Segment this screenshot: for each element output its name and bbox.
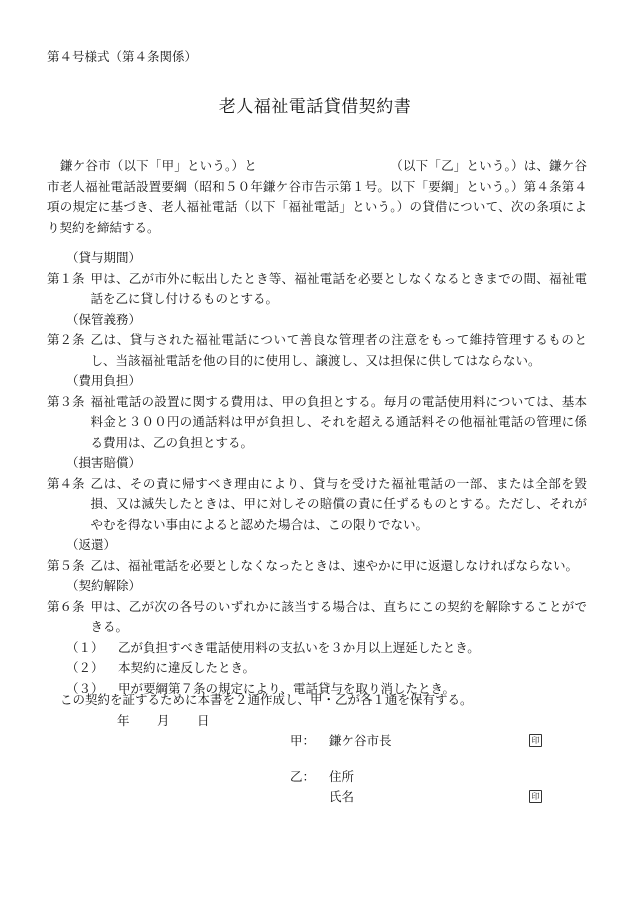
article-text: 乙は、貸与された福祉電話について善良な管理者の注意をもって維持管理するものとし、当該福祉電話を他の目的に使用し、譲渡し、又は担保に供してはならない。 xyxy=(90,332,587,368)
article-number: 第４条 xyxy=(47,475,85,491)
party-a-label: 甲： xyxy=(290,733,316,748)
article-text: 甲は、乙が市外に転出したとき等、福祉電話を必要としなくなるときまでの間、福祉電話を乙に貸し付けるものとする。 xyxy=(90,270,587,306)
article-caption: （損害賠償） xyxy=(66,455,142,470)
article-text: 乙は、福祉電話を必要としなくなったときは、速やかに甲に返還しなければならない。 xyxy=(90,557,579,573)
party-a-name: 鎌ケ谷市長 xyxy=(329,733,392,748)
item-number: （２） xyxy=(66,660,104,675)
intro-paragraph: 鎌ケ谷市（以下「甲」という。）と （以下「乙」という。）は、鎌ケ谷市老人福祉電話設置要綱（昭和５０年鎌ケ谷市告示第１号。以下「要綱」という。）第４条第４項の規定に基づき、老人福祉電話（以下「福祉電話」という。）の貸借について、次の条項により契約を締結する。 xyxy=(47,158,587,235)
articles-section xyxy=(47,248,587,699)
article-caption: （返還） xyxy=(66,537,117,552)
article-1 xyxy=(47,248,587,310)
article-caption: （費用負担） xyxy=(66,373,142,388)
article-text: 乙は、その責に帰すべき理由により、貸与を受けた福祉電話の一部、または全部を毀損、又は滅失したときは、甲に対しその賠償の責に任ずるものとする。ただし、それがやむを得ない事由によると認めた場合は、この限りでない。 xyxy=(90,475,587,532)
party-b-address-label: 住所 xyxy=(329,769,355,784)
item-text: 甲が要綱第７条の規定により、電話貸与を取り消したとき。 xyxy=(118,680,456,696)
article-5 xyxy=(47,535,587,576)
article-2 xyxy=(47,310,587,372)
article-caption: （契約解除） xyxy=(66,578,142,593)
form-number: 第４号様式（第４条関係） xyxy=(47,49,198,64)
list-item xyxy=(47,658,587,679)
document-title: 老人福祉電話貸借契約書 xyxy=(218,97,412,117)
article-text: 福祉電話の設置に関する費用は、甲の負担とする。毎月の電話使用料については、基本料金と３００円の通話料は甲が負担し、それを超える通話料その他福祉電話の管理に係る費用は、乙の負担とする。 xyxy=(90,393,587,450)
list-item xyxy=(47,638,587,659)
article-number: 第５条 xyxy=(47,557,85,573)
article-number: 第６条 xyxy=(47,598,85,614)
party-b-label: 乙： xyxy=(290,769,316,784)
party-b-name-label: 氏名 xyxy=(329,789,355,804)
date-year-label: 年 xyxy=(117,713,130,728)
article-number: 第２条 xyxy=(47,332,85,347)
date-day-label: 日 xyxy=(197,713,210,728)
article-4 xyxy=(47,453,587,535)
article-caption: （貸与期間） xyxy=(66,250,142,265)
article-text: 甲は、乙が次の各号のいずれかに該当する場合は、直ちにこの契約を解除することができる。 xyxy=(90,598,587,634)
seal-mark: 印 xyxy=(529,790,542,803)
date-month-label: 月 xyxy=(157,713,170,728)
closing-statement xyxy=(47,690,587,711)
item-number: （３） xyxy=(66,680,104,696)
seal-mark: 印 xyxy=(529,734,542,747)
article-caption: （保管義務） xyxy=(66,311,142,327)
item-number: （１） xyxy=(66,639,104,655)
closing-text: この契約を証するために本書を２通作成し、甲・乙が各１通を保有する。 xyxy=(60,692,473,707)
article-number: 第１条 xyxy=(47,270,85,286)
item-text: 乙が負担すべき電話使用料の支払いを３か月以上遅延したとき。 xyxy=(118,639,480,655)
article-3 xyxy=(47,371,587,453)
article-6 xyxy=(47,576,587,699)
article-number: 第３条 xyxy=(47,393,85,409)
item-text: 本契約に違反したとき。 xyxy=(118,660,256,675)
